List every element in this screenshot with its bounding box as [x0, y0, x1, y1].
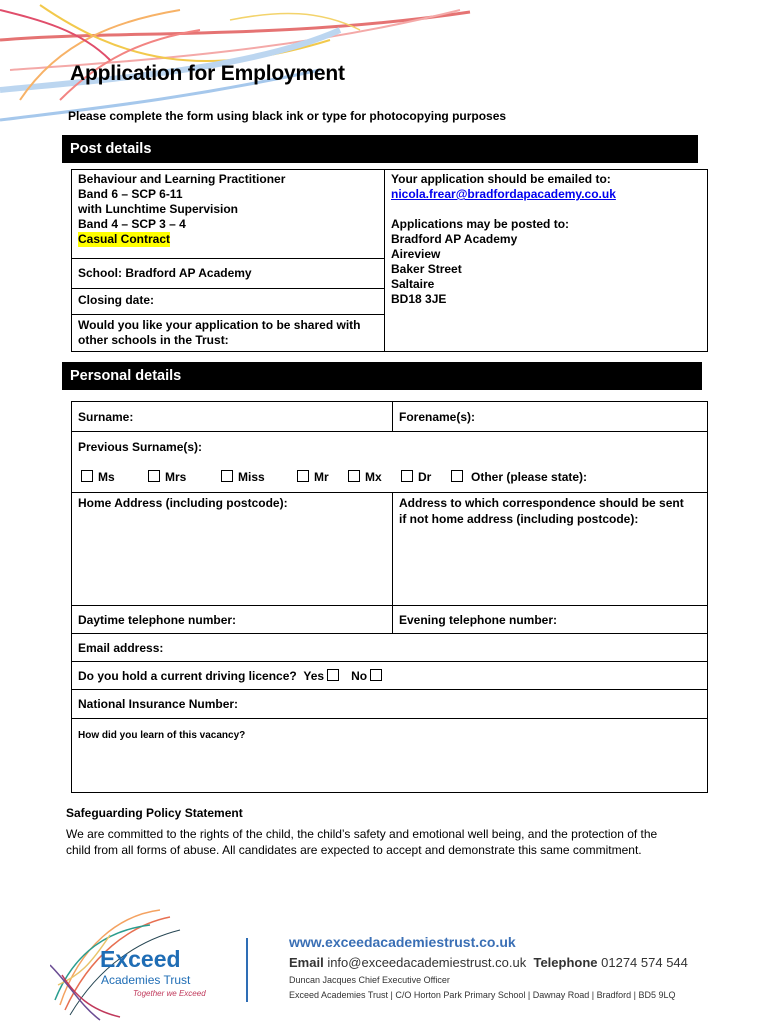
address-line-2: Aireview	[391, 247, 441, 261]
personal-details-header: Personal details	[62, 362, 702, 390]
form-instructions: Please complete the form using black ink or type for photocopying purposes	[68, 109, 507, 123]
safeguarding-heading: Safeguarding Policy Statement	[66, 806, 243, 820]
correspondence-address-line-1[interactable]: Address to which correspondence should be sent	[399, 496, 684, 510]
forenames-field[interactable]: Forename(s):	[399, 410, 476, 424]
share-question-line-1: Would you like your application to be shared with	[78, 318, 361, 332]
footer-ceo: Duncan Jacques Chief Executive Officer	[289, 975, 450, 985]
daytime-phone-field[interactable]: Daytime telephone number:	[78, 613, 237, 627]
correspondence-address-line-2: if not home address (including postcode):	[399, 512, 639, 526]
safeguarding-text-line-2: child from all forms of abuse. All candidates are expected to accept and demonstrate this same commitment.	[66, 843, 642, 857]
driving-licence-question: Do you hold a current driving licence? Yes No	[78, 669, 387, 684]
previous-surnames-field[interactable]: Previous Surname(s):	[78, 440, 203, 454]
logo-name: Exceed	[100, 946, 181, 972]
address-line-5: BD18 3JE	[391, 292, 447, 306]
checkbox-icon[interactable]	[81, 470, 93, 482]
logo-tagline: Together we Exceed	[133, 989, 206, 998]
role-line-2: Band 6 – SCP 6-11	[78, 187, 183, 201]
footer-website[interactable]: www.exceedacademiestrust.co.uk	[289, 934, 516, 950]
evening-phone-field[interactable]: Evening telephone number:	[399, 613, 558, 627]
address-line-1: Bradford AP Academy	[391, 232, 518, 246]
address-line-4: Saltaire	[391, 277, 435, 291]
vacancy-source-field[interactable]: How did you learn of this vacancy?	[78, 730, 246, 741]
checkbox-icon[interactable]	[451, 470, 463, 482]
email-intro: Your application should be emailed to:	[391, 172, 611, 186]
title-dr-option[interactable]: Dr	[401, 470, 431, 485]
surname-field[interactable]: Surname:	[78, 410, 134, 424]
email-address-field[interactable]: Email address:	[78, 641, 164, 655]
footer-address: Exceed Academies Trust | C/O Horton Park Primary School | Dawnay Road | Bradford | BD5 9LQ	[289, 990, 676, 1000]
role-line-1: Behaviour and Learning Practitioner	[78, 172, 286, 186]
title-mrs-option[interactable]: Mrs	[148, 470, 186, 485]
checkbox-icon[interactable]	[348, 470, 360, 482]
share-question-line-2[interactable]: other schools in the Trust:	[78, 333, 229, 347]
checkbox-icon[interactable]	[221, 470, 233, 482]
footer-email[interactable]: info@exceedacademiestrust.co.uk	[327, 955, 527, 970]
ni-number-field[interactable]: National Insurance Number:	[78, 697, 239, 711]
school-label: School: Bradford AP Academy	[78, 266, 252, 280]
checkbox-icon[interactable]	[148, 470, 160, 482]
closing-date-label[interactable]: Closing date:	[78, 293, 155, 307]
title-mx-option[interactable]: Mx	[348, 470, 382, 485]
checkbox-icon[interactable]	[401, 470, 413, 482]
page-title: Application for Employment	[70, 62, 345, 85]
footer-phone: 01274 574 544	[601, 955, 688, 970]
title-ms-option[interactable]: Ms	[81, 470, 115, 485]
role-line-3: with Lunchtime Supervision	[78, 202, 239, 216]
title-miss-option[interactable]: Miss	[221, 470, 265, 485]
role-line-4: Band 4 – SCP 3 – 4	[78, 217, 186, 231]
post-intro: Applications may be posted to:	[391, 217, 570, 231]
licence-no-checkbox[interactable]	[370, 669, 382, 681]
logo-subtitle: Academies Trust	[101, 973, 191, 987]
licence-yes-checkbox[interactable]	[327, 669, 339, 681]
application-email-link[interactable]: nicola.frear@bradfordapacademy.co.uk	[391, 187, 616, 201]
home-address-field[interactable]: Home Address (including postcode):	[78, 496, 288, 510]
checkbox-icon[interactable]	[297, 470, 309, 482]
safeguarding-text-line-1: We are committed to the rights of the child, the child’s safety and emotional well being, and the protection of the	[66, 827, 658, 841]
address-line-3: Baker Street	[391, 262, 462, 276]
title-mr-option[interactable]: Mr	[297, 470, 329, 485]
footer-divider	[246, 938, 248, 1002]
contract-type: Casual Contract	[78, 232, 171, 246]
title-other-option[interactable]: Other (please state):	[451, 470, 587, 485]
footer-contact: Email info@exceedacademiestrust.co.uk Telephone 01274 574 544	[289, 955, 688, 970]
post-details-header: Post details	[62, 135, 698, 163]
